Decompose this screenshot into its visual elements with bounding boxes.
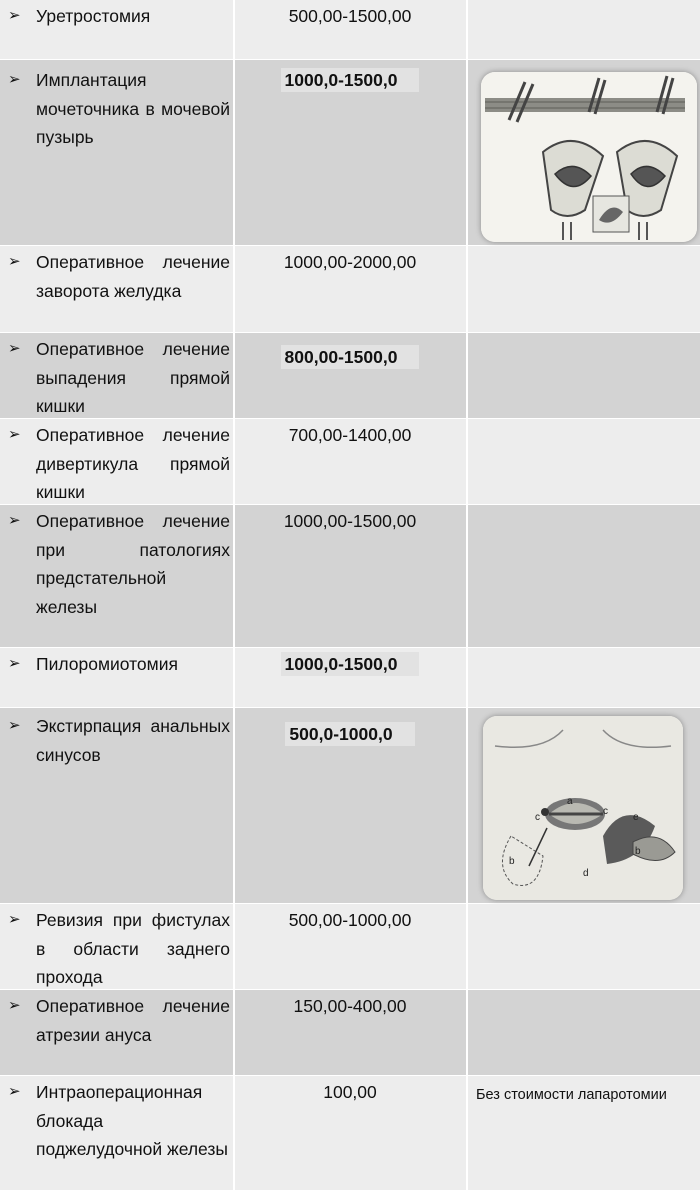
svg-text:b: b bbox=[635, 846, 641, 857]
arrow-bullet-icon: ➢ bbox=[8, 340, 21, 357]
price-range: 1000,00-1500,00 bbox=[283, 511, 417, 531]
price-range: 500,0-1000,0 bbox=[240, 724, 460, 745]
procedure-name: ➢ Имплантация мочеточника в мочевой пузырь bbox=[8, 66, 230, 152]
price-range: 500,00-1000,00 bbox=[288, 910, 412, 930]
procedure-name: ➢ Оперативное лечение выпадения прямой кишки bbox=[8, 335, 230, 421]
table-row bbox=[0, 708, 700, 904]
arrow-bullet-icon: ➢ bbox=[8, 71, 21, 88]
arrow-bullet-icon: ➢ bbox=[8, 253, 21, 270]
procedure-name: ➢ Оперативное лечение при патологиях предстательной железы bbox=[8, 507, 230, 621]
svg-text:a: a bbox=[567, 796, 573, 807]
table-row bbox=[0, 1076, 700, 1191]
svg-text:c: c bbox=[535, 812, 540, 823]
table-row bbox=[0, 648, 700, 708]
price-range: 100,00 bbox=[323, 1082, 377, 1102]
arrow-bullet-icon: ➢ bbox=[8, 717, 21, 734]
procedure-name: ➢ Оперативное лечение атрезии ануса bbox=[8, 992, 230, 1049]
ureter-implantation-illustration bbox=[481, 72, 697, 242]
table-row bbox=[0, 505, 700, 648]
procedure-name: ➢ Ревизия при фистулах в области заднего прохода bbox=[8, 906, 230, 992]
arrow-bullet-icon: ➢ bbox=[8, 1083, 21, 1100]
svg-text:b: b bbox=[509, 856, 515, 867]
table-row bbox=[0, 246, 700, 333]
svg-text:e: e bbox=[633, 812, 639, 823]
price-range: 1000,0-1500,0 bbox=[240, 70, 460, 91]
procedure-name: ➢ Оперативное лечение заворота желудка bbox=[8, 248, 230, 305]
arrow-bullet-icon: ➢ bbox=[8, 655, 21, 672]
price-note: Без стоимости лапаротомии bbox=[476, 1087, 667, 1103]
svg-text:c: c bbox=[603, 806, 608, 817]
table-row bbox=[0, 333, 700, 419]
procedure-name: ➢ Интраоперационная блокада поджелудочной железы bbox=[8, 1078, 230, 1164]
procedure-name: ➢ Экстирпация анальных синусов bbox=[8, 712, 230, 769]
arrow-bullet-icon: ➢ bbox=[8, 426, 21, 443]
price-range: 1000,0-1500,0 bbox=[240, 654, 460, 675]
table-row bbox=[0, 904, 700, 990]
arrow-bullet-icon: ➢ bbox=[8, 911, 21, 928]
table-row bbox=[0, 0, 700, 60]
arrow-bullet-icon: ➢ bbox=[8, 512, 21, 529]
price-range: 1000,00-2000,00 bbox=[283, 252, 417, 272]
price-range: 700,00-1400,00 bbox=[288, 425, 412, 445]
price-range: 500,00-1500,00 bbox=[288, 6, 412, 26]
anal-sinus-illustration bbox=[483, 716, 683, 900]
table-row bbox=[0, 990, 700, 1076]
arrow-bullet-icon: ➢ bbox=[8, 7, 21, 24]
procedure-name: ➢ Оперативное лечение дивертикула прямой кишки bbox=[8, 421, 230, 507]
arrow-bullet-icon: ➢ bbox=[8, 997, 21, 1014]
price-range: 150,00-400,00 bbox=[293, 996, 407, 1016]
table-row bbox=[0, 419, 700, 505]
price-range: 800,00-1500,0 bbox=[240, 347, 460, 368]
procedure-name: ➢ Пилоромиотомия bbox=[8, 650, 230, 679]
table-row bbox=[0, 60, 700, 246]
svg-text:d: d bbox=[583, 868, 589, 879]
procedure-name: ➢ Уретростомия bbox=[8, 2, 230, 31]
